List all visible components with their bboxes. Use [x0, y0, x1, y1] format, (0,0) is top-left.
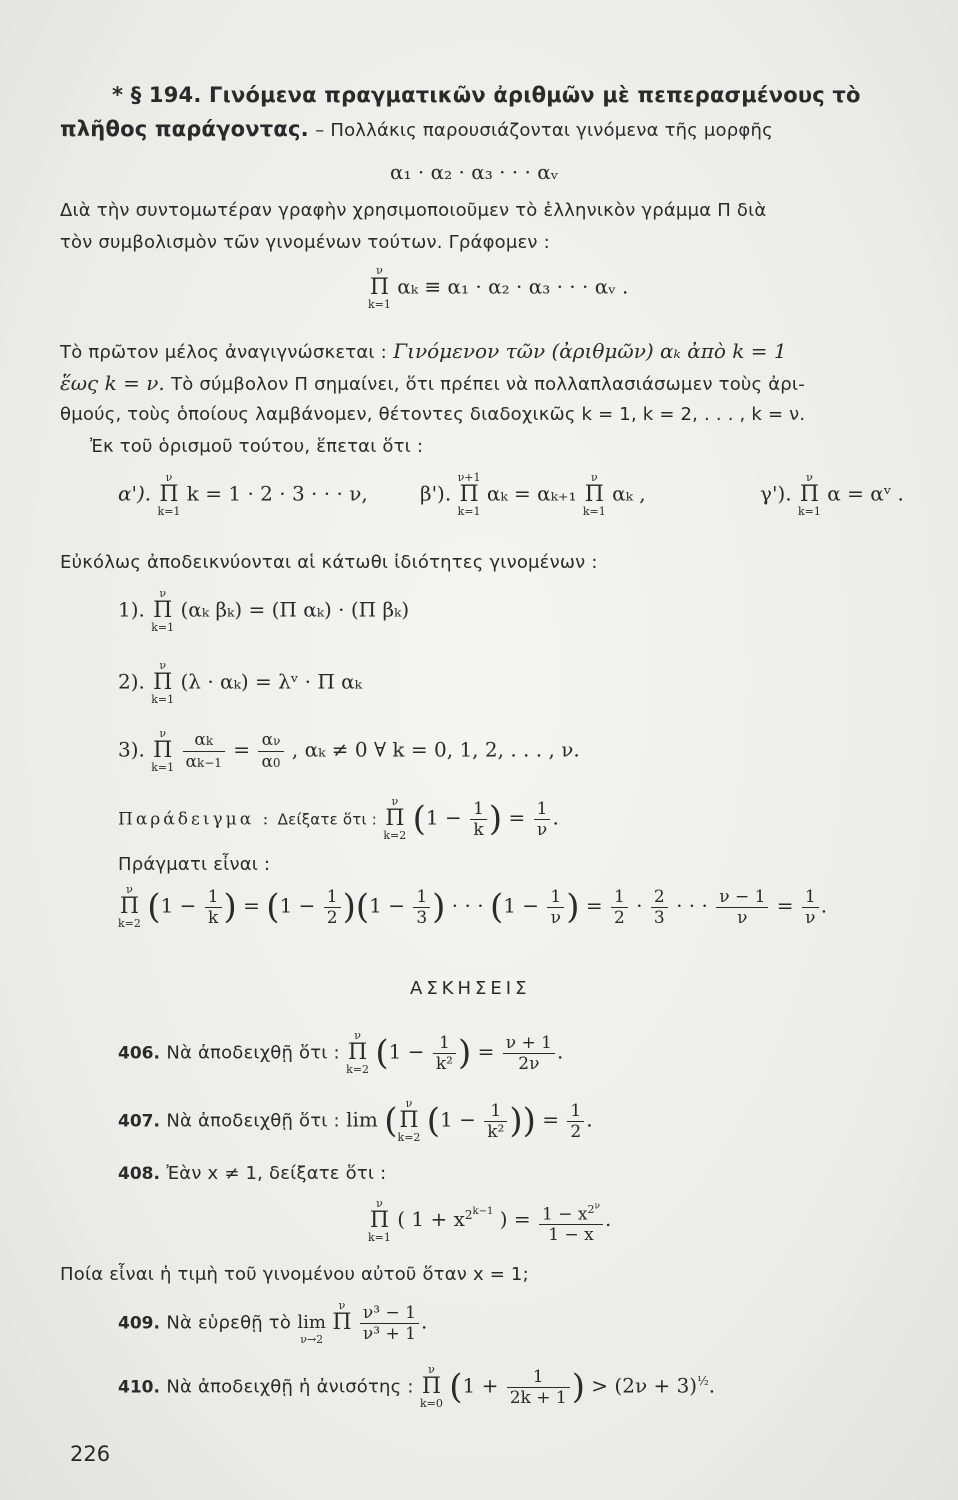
exercise-text: Νὰ εὑρεθῇ τὸ [166, 1312, 292, 1334]
example-text: Δείξατε ὅτι : [277, 810, 377, 829]
exercise-409: 409. Νὰ εὑρεθῇ τὸ lim ν→2 ν Π $\frac{\text{ν³ − 1}}{\text{ν³ + 1}}$ . [118, 1299, 428, 1346]
exercises-title: ΑΣΚΗΣΕΙΣ [410, 978, 531, 999]
expr-b1: αₖ = αₖ₊₁ [486, 481, 577, 506]
expr-b2: αₖ , [612, 481, 646, 506]
consequence-a [118, 472, 368, 518]
fraction: $\frac{1}{k}$ [470, 799, 487, 840]
exercise-number: 407. [118, 1111, 160, 1132]
prop3-label: 3). [118, 737, 145, 762]
product-symbol: ν Π k=2 [118, 883, 141, 930]
reading-italic: Γινόμενον τῶν (ἀριθμῶν) αₖ ἀπὸ k = 1 [393, 339, 787, 363]
product-symbol: ν Π k=2 [383, 795, 407, 842]
consequence-c [760, 472, 904, 518]
product-symbol: ν Π k=2 [397, 1097, 421, 1144]
product-form: α₁ · α₂ · α₃ · · · αᵥ [390, 160, 559, 184]
expr-c: α = αᵛ . [827, 481, 904, 506]
fraction: $\frac{\alpha k}{\alpha k-1}$ [183, 730, 225, 773]
para1-line2: τὸν συμβολισμὸν τῶν γινομένων τούτων. Γράφομεν : [60, 232, 550, 253]
expr-a: k = 1 · 2 · 3 · · · ν, [186, 481, 368, 506]
product-symbol: ν Π k=0 [419, 1363, 443, 1410]
property-1 [118, 588, 409, 634]
page-number: 226 [70, 1442, 111, 1466]
consequence-b [420, 472, 646, 518]
product-symbol: ν Π k=1 [368, 264, 391, 311]
prop1-expr: (αₖ βₖ) = (Π αₖ) · (Π βₖ) [180, 597, 410, 622]
prop1-label: 1). [118, 597, 145, 622]
intro-text: – Πολλάκις παρουσιάζονται γινόμενα τῆς μορφῆς [315, 120, 773, 141]
para2-line2 [60, 370, 805, 398]
para2-line4: Ἐκ τοῦ ὁρισμοῦ τούτου, ἕπεται ὅτι : [90, 436, 424, 457]
para2-line3: θμούς, τοὺς ὁποίους λαμβάνομεν, θέτοντες διαδοχικῶς k = 1, k = 2, . . . , k = ν. [60, 404, 806, 425]
fraction: $\frac{1}{\nu}$ [534, 799, 551, 840]
example: Παράδειγμα : Δείξατε ὅτι : ν Π k=2 (1 − $\frac{1}{k}$ ) = $\frac{1}{\nu}$ . [118, 795, 559, 842]
exercise-410: 410. Νὰ ἀποδειχθῇ ἡ ἀνισότης : ν Π k=0 (1 + $\frac{1}{2k + 1}$ ) > $(2\nu + 3)^{\frac{1}{2}}$. [118, 1363, 716, 1410]
exercise-406: 406. Νὰ ἀποδειχθῇ ὅτι : ν Π k=2 (1 − $\frac{1}{\text{k²}}$ ) = $\frac{\nu + 1}{2\nu}$ . [118, 1029, 564, 1076]
exercise-407: 407. Νὰ ἀποδειχθῇ ὅτι : lim ( ν Π k=2 (1 − $\frac{1}{\text{k²}}$ )) = $\frac{1}{2}$ . [118, 1097, 593, 1144]
definition-equation [368, 265, 628, 311]
product-symbol: ν Π k=2 [346, 1029, 370, 1076]
para1-line1: Διὰ τὴν συντομωτέραν γραφὴν χρησιμοποιοῦμεν τὸ ἑλληνικὸν γράμμα Π διὰ [60, 200, 767, 221]
property-2 [118, 660, 362, 706]
exercise-text: Νὰ ἀποδειχθῇ ἡ ἀνισότης : [166, 1376, 414, 1398]
product-symbol: ν Π k=1 [151, 587, 175, 634]
exercise-number: 409. [118, 1313, 160, 1334]
example-label: Παράδειγμα : [118, 809, 272, 830]
exercise-text: Νὰ ἀποδειχθῇ ὅτι : [166, 1110, 340, 1132]
label-c: γ'). [760, 481, 792, 506]
symbol-meaning: Τὸ σύμβολον Π σημαίνει, ὅτι πρέπει νὰ πολλαπλασιάσωμεν τοὺς ἀρι- [171, 374, 805, 395]
exercise-text: Ἐὰν x ≠ 1, δείξατε ὅτι : [166, 1163, 387, 1184]
product-symbol: ν Π k=1 [151, 659, 175, 706]
product-symbol: ν Π k=1 [797, 471, 821, 518]
exercise-408 [118, 1160, 386, 1184]
product-symbol: ν Π [332, 1299, 352, 1335]
lim-text: lim [346, 1107, 378, 1132]
exercise-number: 410. [118, 1377, 160, 1398]
label-b: β'). [420, 481, 452, 506]
exercise-number: 406. [118, 1043, 160, 1064]
product-symbol: ν Π k=1 [157, 471, 181, 518]
exercise-number: 408. [118, 1164, 160, 1184]
prop2-label: 2). [118, 669, 145, 694]
prop2-expr: (λ · αₖ) = λᵛ · Π αₖ [180, 669, 362, 694]
section-heading-line2: πλῆθος παράγοντας. [60, 117, 309, 141]
product-symbol: ν Π k=1 [151, 727, 175, 774]
reading-intro: Τὸ πρῶτον μέλος ἀναγιγνώσκεται : [60, 342, 387, 363]
question-408: Ποία εἶναι ἡ τιμὴ τοῦ γινομένου αὐτοῦ ὅταν x = 1; [60, 1264, 529, 1285]
definition-rhs: αₖ ≡ α₁ · α₂ · α₃ · · · αᵥ . [397, 274, 629, 299]
property-3: 3). ν Π k=1 $\frac{\alpha k}{\alpha k-1}$ = $\frac{\alpha\nu}{\alpha 0}$ , αₖ ≠ 0 ∀ k = 0, 1, 2, . . . , ν. [118, 727, 580, 774]
prop3-tail: , αₖ ≠ 0 ∀ k = 0, 1, 2, . . . , ν. [291, 737, 580, 762]
section-heading-line2-row [60, 116, 773, 144]
fraction: $\frac{\alpha\nu}{\alpha 0}$ [258, 730, 283, 773]
para3: Εὐκόλως ἀποδεικνύονται αἱ κάτωθι ἰδιότητες γινομένων : [60, 552, 598, 573]
exercise-text: Νὰ ἀποδειχθῇ ὅτι : [166, 1042, 340, 1064]
label-a: α'). [118, 481, 152, 506]
para2-line1 [60, 338, 787, 366]
lim-operator: lim ν→2 [297, 1312, 327, 1346]
product-symbol: ν Π k=1 [368, 1196, 391, 1244]
example-derivation: ν Π k=2 (1 − $\frac{1}{k}$ ) = (1 − $\frac{1}{2}$ )(1 − $\frac{1}{3}$ ) · · · (1 − $\frac{1}{\nu}$ ) = $\frac{1}{2}$ · $\frac{2}{3}$ · · · $\frac{\nu - 1}{\nu}$ = $\frac{1}{\nu}$ . [118, 883, 828, 930]
indeed-text: Πράγματι εἶναι : [118, 854, 271, 875]
product-symbol: ν+1 Π k=1 [457, 471, 481, 518]
product-symbol: ν Π k=1 [582, 471, 606, 518]
until-text: ἕως k = ν. [60, 371, 165, 395]
exercise-408-formula: ν Π k=1 ( $1 + x^{2^{k-1}}$ ) = $\frac{1 - x^{2^\nu}}{1 - x}$ . [368, 1196, 612, 1246]
section-heading-line1: * § 194. Γινόμενα πραγματικῶν ἀριθμῶν μὲ πεπερασμένους τὸ [112, 83, 861, 107]
